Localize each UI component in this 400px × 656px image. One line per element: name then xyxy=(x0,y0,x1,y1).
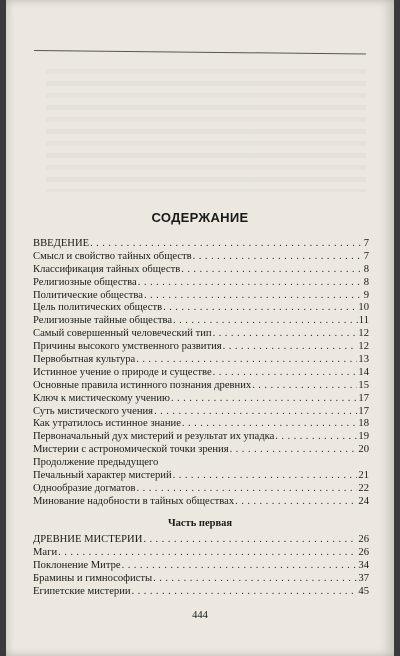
toc-entry xyxy=(33,264,369,277)
toc-entry-title: Самый совершенный человеческий тип xyxy=(33,328,212,340)
toc-entry-title: Смысл и свойство тайных обществ xyxy=(33,250,192,262)
dot-leader xyxy=(213,367,358,380)
toc-entry-page: 21 xyxy=(358,470,369,482)
toc-entry-title: Как утратилось истинное знание xyxy=(33,418,181,430)
toc-entry-page: 15 xyxy=(358,379,369,391)
dot-leader xyxy=(171,393,357,406)
dot-leader xyxy=(230,444,358,457)
toc-entry-page: 20 xyxy=(358,444,369,456)
toc-entry xyxy=(33,238,369,251)
toc-entry-title: Однообразие догматов xyxy=(33,482,136,494)
toc-entry-page: 12 xyxy=(358,341,369,353)
dot-leader xyxy=(132,586,358,599)
toc-entry-page: 17 xyxy=(358,405,369,417)
dot-leader xyxy=(154,406,357,419)
toc-entry-title: Цель политических обществ xyxy=(33,302,163,314)
toc-entry-page: 7 xyxy=(363,250,369,262)
part-contents xyxy=(33,534,369,598)
toc-entry xyxy=(33,302,369,315)
toc-entry-page: 17 xyxy=(358,392,369,404)
dot-leader xyxy=(223,341,358,354)
header-rule xyxy=(34,50,366,54)
dot-leader xyxy=(138,277,363,290)
part-heading: Часть первая xyxy=(167,518,233,529)
toc-entry-title: Классификация тайных обществ xyxy=(33,263,181,275)
toc-entry-page: 10 xyxy=(358,302,369,314)
toc-entry-title: Маги xyxy=(33,546,58,558)
toc-entry-page: 7 xyxy=(363,238,369,249)
page-number: 444 xyxy=(192,610,208,621)
toc-entry-page: 26 xyxy=(358,546,369,558)
toc-entry-title: Продолжение предыдущего xyxy=(33,457,159,469)
dot-leader xyxy=(252,380,357,393)
toc-entry-page: 8 xyxy=(363,263,369,275)
toc-entry xyxy=(33,315,369,328)
dot-leader xyxy=(235,496,357,509)
toc-entry-page: 14 xyxy=(358,366,369,378)
toc-entry xyxy=(33,573,369,586)
toc-entry xyxy=(33,586,369,599)
dot-leader xyxy=(193,251,363,264)
toc-entry-title: Ключ к мистическому учению xyxy=(33,392,170,404)
toc-entry-page: 12 xyxy=(358,328,369,340)
toc-entry xyxy=(33,547,369,560)
toc-entry xyxy=(33,470,369,483)
toc-entry-title: Политические общества xyxy=(33,289,143,301)
dot-leader xyxy=(137,483,358,496)
toc-entry-title: Печальный характер мистерий xyxy=(33,470,172,482)
dot-leader xyxy=(143,534,357,547)
toc-entry-page: 9 xyxy=(363,289,369,301)
toc-entry-title: Первоначальный дух мистерий и результат их упадка xyxy=(33,431,275,443)
toc-entry xyxy=(33,290,369,303)
toc-entry-title: Минование надобности в тайных обществах xyxy=(33,495,235,507)
toc-entry-title: Суть мистического учения xyxy=(33,405,154,417)
dot-leader xyxy=(173,470,358,483)
dot-leader xyxy=(213,328,358,341)
toc-entry xyxy=(33,560,369,573)
toc-entry-page: 34 xyxy=(358,559,369,571)
toc-entry-page: 45 xyxy=(358,585,369,597)
toc-entry-title: Мистерии с астрономической точки зрения xyxy=(33,444,229,456)
toc-entry-title: Первобытная культура xyxy=(33,354,136,366)
dot-leader xyxy=(181,264,362,277)
toc-entry-title: Религиозные тайные общества xyxy=(33,315,173,327)
toc-entry-title: Основные правила истинного познания древних xyxy=(33,379,252,391)
contents-heading: СОДЕРЖАНИЕ xyxy=(151,210,249,225)
toc-entry-page: 8 xyxy=(363,276,369,288)
toc-entry-page: 19 xyxy=(358,431,369,443)
dot-leader xyxy=(58,547,357,560)
dot-leader xyxy=(122,560,358,573)
dot-leader xyxy=(173,315,358,328)
toc-entry-title: Поклонение Митре xyxy=(33,559,121,571)
toc-entry-page: 24 xyxy=(358,495,369,507)
toc-entry-title: Религиозные общества xyxy=(33,276,137,288)
toc-entry-title: Египетские мистерии xyxy=(33,585,131,597)
toc-entry xyxy=(33,251,369,264)
toc-entry xyxy=(33,418,369,431)
dot-leader xyxy=(275,431,357,444)
toc-entry xyxy=(33,483,369,496)
dot-leader xyxy=(136,354,357,367)
toc-entry-page: 22 xyxy=(358,482,369,494)
toc-entry xyxy=(33,406,369,419)
toc-entry xyxy=(33,328,369,341)
toc-entry xyxy=(33,393,369,406)
dot-leader xyxy=(144,290,363,303)
toc-entry xyxy=(33,354,369,367)
toc-entry-title: Брамины и гимнософисты xyxy=(33,572,153,584)
toc-entry-page: 13 xyxy=(358,354,369,366)
dot-leader xyxy=(153,573,357,586)
toc-entry xyxy=(33,534,369,547)
toc-entry-page: 26 xyxy=(358,534,369,545)
toc-entry-title: Причины высокого умственного развития xyxy=(33,341,222,353)
toc-entry xyxy=(33,457,369,470)
toc-entry xyxy=(33,367,369,380)
toc-entry xyxy=(33,444,369,457)
dot-leader xyxy=(163,302,357,315)
toc-entry-title: Истинное учение о природе и существе xyxy=(33,366,212,378)
toc-entry xyxy=(33,431,369,444)
toc-entry-page: 18 xyxy=(358,418,369,430)
toc-entry-page: 11 xyxy=(358,315,369,327)
toc-entry-title: ДРЕВНИЕ МИСТЕРИИ xyxy=(33,534,143,545)
dot-leader xyxy=(182,418,357,431)
toc-entry xyxy=(33,496,369,509)
dot-leader xyxy=(90,238,363,251)
toc-entry xyxy=(33,277,369,290)
book-page xyxy=(6,0,394,656)
toc-entry xyxy=(33,341,369,354)
show-through-text xyxy=(46,62,366,192)
toc-entry-title: ВВЕДЕНИЕ xyxy=(33,238,90,249)
toc-entry-page: 37 xyxy=(358,572,369,584)
table-of-contents xyxy=(33,238,369,509)
toc-entry xyxy=(33,380,369,393)
